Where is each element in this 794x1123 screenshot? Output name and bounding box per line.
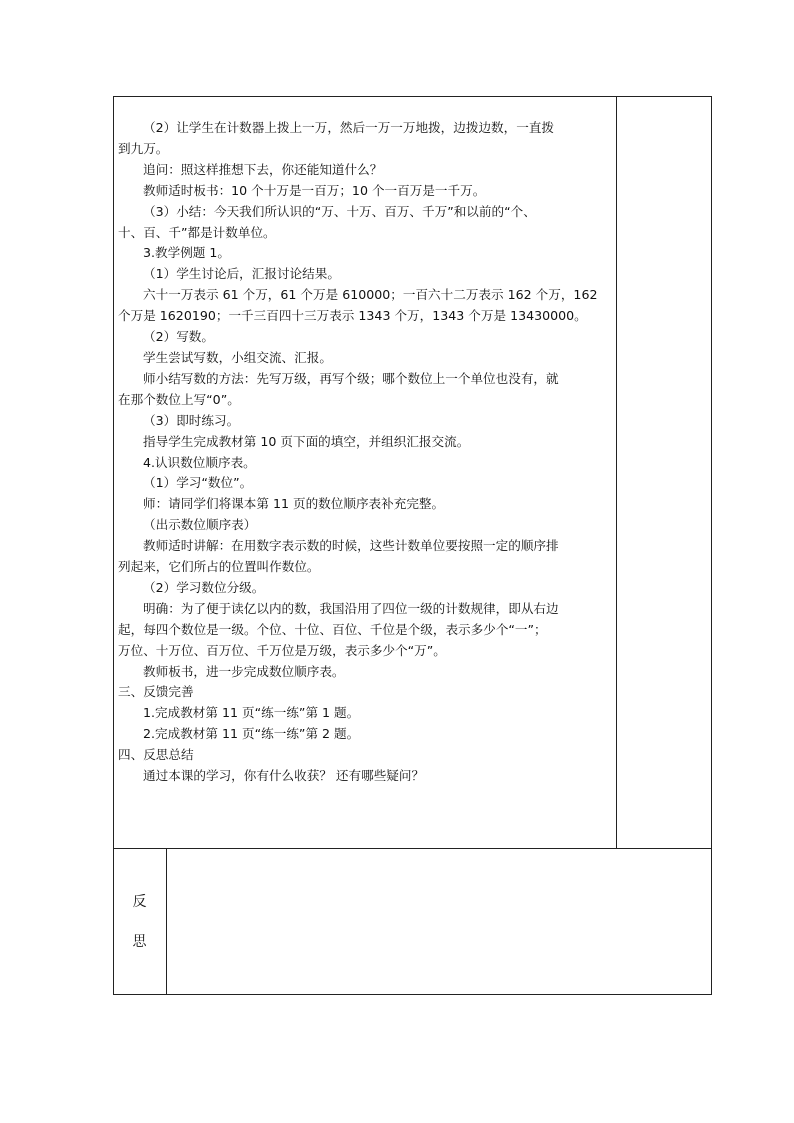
content-line: （1）学生讨论后，汇报讨论结果。 [143, 266, 340, 282]
content-line: 师小结写数的方法：先写万级，再写个级；哪个数位上一个单位也没有，就 [143, 370, 559, 386]
content-line: 到九万。 [118, 140, 169, 156]
content-line: 3.教学例题 1。 [143, 245, 231, 261]
table-divider-vertical [616, 96, 617, 848]
content-line: 4.认识数位顺序表。 [143, 454, 256, 470]
content-line: （2）写数。 [143, 329, 214, 345]
content-line: 学生尝试写数，小组交流、汇报。 [143, 349, 332, 365]
content-line: 万位、十万位、百万位、千万位是万级，表示多少个“万”。 [118, 642, 446, 658]
content-line: 师：请同学们将课本第 11 页的数位顺序表补充完整。 [143, 496, 445, 512]
content-line: 列起来，它们所占的位置叫作数位。 [118, 559, 320, 575]
reflection-label-char-2: 思 [132, 933, 147, 950]
reflection-divider [166, 848, 167, 995]
content-line: 个万是 1620190；一千三百四十三万表示 1343 个万，1343 个万是 13430000。 [118, 308, 587, 324]
content-line: （2）学习数位分级。 [143, 579, 265, 595]
content-line: 明确：为了便于读亿以内的数，我国沿用了四位一级的计数规律，即从右边 [143, 600, 559, 616]
table-divider-horizontal [113, 848, 712, 849]
content-line: （出示数位顺序表） [143, 517, 257, 533]
content-line: 教师适时板书：10 个十万是一百万；10 个一百万是一千万。 [143, 182, 486, 198]
content-line: 指导学生完成教材第 10 页下面的填空，并组织汇报交流。 [143, 433, 470, 449]
content-line: 教师适时讲解：在用数字表示数的时候，这些计数单位要按照一定的顺序排 [143, 538, 559, 554]
content-line: 在那个数位上写“0”。 [118, 391, 240, 407]
content-line: 三、反馈完善 [118, 684, 194, 700]
content-line: 追问：照这样推想下去，你还能知道什么？ [143, 161, 383, 177]
content-line: 教师板书，进一步完成数位顺序表。 [143, 663, 345, 679]
content-line: （3）即时练习。 [143, 412, 240, 428]
content-line: 通过本课的学习，你有什么收获？ 还有哪些疑问？ [143, 768, 425, 784]
content-line: 十、百、千”都是计数单位。 [118, 224, 276, 240]
content-line: 四、反思总结 [118, 747, 194, 763]
reflection-label-char-1: 反 [132, 893, 147, 910]
content-line: （2）让学生在计数器上拨上一万，然后一万一万地拨，边拨边数，一直拨 [143, 120, 555, 135]
content-line: （3）小结：今天我们所认识的“万、十万、百万、千万”和以前的“个、 [143, 203, 536, 219]
content-line: （1）学习“数位”。 [143, 475, 253, 491]
content-line: 六十一万表示 61 个万，61 个万是 610000；一百六十二万表示 162 个万，162 [143, 287, 598, 303]
content-line: 2.完成教材第 11 页“练一练”第 2 题。 [143, 726, 360, 742]
content-line: 起，每四个数位是一级。个位、十位、百位、千位是个级，表示多少个“一”； [118, 621, 547, 637]
reflection-label-cell [113, 848, 166, 995]
content-line: 1.完成教材第 11 页“练一练”第 1 题。 [143, 705, 360, 721]
lesson-content [118, 118, 614, 787]
